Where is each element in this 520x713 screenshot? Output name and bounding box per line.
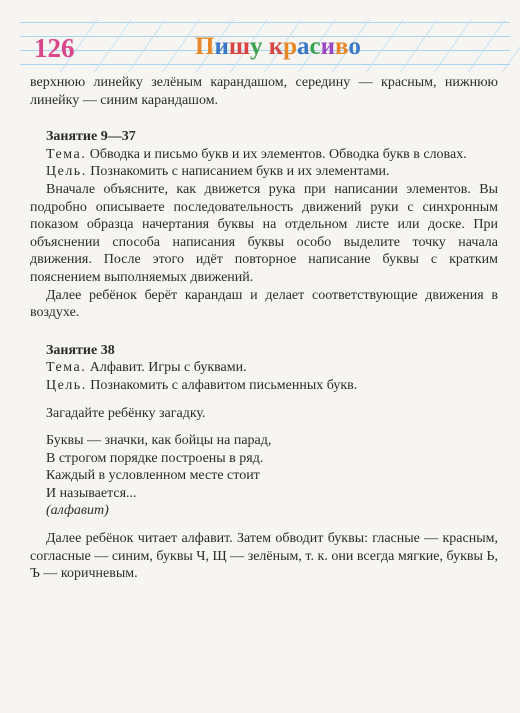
poem-line: В строгом порядке построены в ряд.	[46, 450, 264, 466]
poem-line: Буквы — значки, как бойцы на парад,	[46, 433, 272, 449]
lesson-heading: Занятие 38	[46, 342, 115, 358]
page-content	[30, 74, 498, 583]
poem-line: Каждый в условленном месте стоит	[46, 468, 260, 484]
lesson-goal	[30, 377, 498, 395]
topic-label: Тема.	[46, 146, 87, 162]
title-letter: в	[335, 33, 349, 60]
goal-text: Познакомить с написанием букв и их элементами.	[90, 164, 390, 180]
lesson-heading: Занятие 9—37	[46, 129, 136, 145]
lesson-topic	[30, 146, 498, 164]
title-letter: и	[320, 33, 336, 60]
riddle-poem	[30, 432, 498, 520]
title-letter: к	[268, 33, 284, 60]
title-letter: а	[297, 33, 310, 60]
lesson-goal	[30, 163, 498, 181]
page-title	[195, 33, 361, 61]
lesson-paragraph: Вначале объясните, как движется рука при написании элементов. Вы подробно описываете последовательность движений руки с синхронным показом образца начертания буквы на отдельном листе или доске. При объяснении способа написания буквы особо выделите точку начала движения. После этого идёт повторное написание буквы с кратким пояснением выполняемых движений.	[30, 181, 498, 285]
page-header	[0, 0, 520, 80]
goal-label: Цель.	[46, 377, 87, 393]
riddle-intro: Загадайте ребёнку загадку.	[46, 405, 206, 421]
title-letter: П	[195, 33, 215, 60]
topic-text: Алфавит. Игры с буквами.	[89, 360, 247, 376]
ruling-line	[20, 64, 510, 65]
poem-line: И называется...	[46, 485, 137, 501]
lesson-paragraph: Далее ребёнок берёт карандаш и делает соответствующие движения в воздухе.	[30, 287, 498, 321]
title-letter: о	[348, 33, 361, 60]
riddle-answer: (алфавит)	[46, 503, 109, 519]
title-letter: ш	[228, 33, 250, 60]
title-letter: у	[249, 33, 263, 60]
goal-text: Познакомить с алфавитом письменных букв.	[90, 377, 358, 393]
lesson-paragraph: Далее ребёнок читает алфавит. Затем обводит буквы: гласные — красным, согласные — синим, буквы Ч, Щ — зелёным, т. к. они всегда мягкие, буквы Ь, Ъ — коричневым.	[30, 531, 498, 582]
lesson-topic	[30, 359, 498, 377]
topic-text: Обводка и письмо букв и их элементов. Обводка букв в словах.	[89, 146, 467, 162]
goal-label: Цель.	[46, 164, 87, 180]
topic-label: Тема.	[46, 360, 87, 376]
title-letter: с	[309, 33, 321, 60]
title-letter: р	[283, 33, 298, 60]
intro-paragraph: верхнюю линейку зелёным карандашом, середину — красным, нижнюю линейку — синим карандашом.	[30, 75, 498, 108]
title-letter: и	[214, 33, 229, 60]
page-number: 126	[34, 33, 75, 63]
